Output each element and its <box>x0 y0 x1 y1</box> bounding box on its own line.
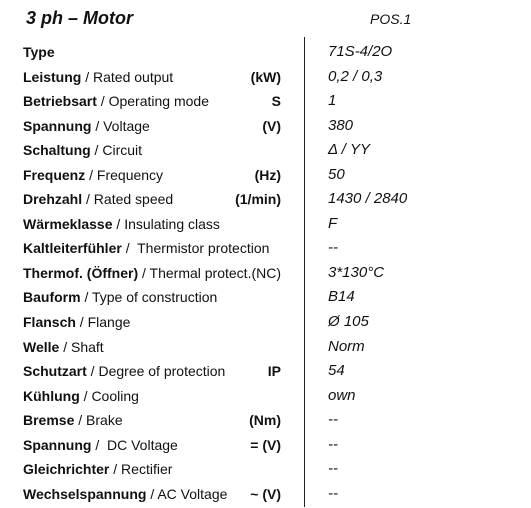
label-separator: / <box>90 142 103 159</box>
label-separator: / <box>121 240 138 257</box>
spec-unit: (Hz) <box>254 166 281 183</box>
spec-value: Norm <box>328 337 365 355</box>
spec-label <box>23 191 173 207</box>
label-separator: / <box>91 436 107 453</box>
label-english: DC Voltage <box>107 436 178 453</box>
spec-label <box>23 167 163 183</box>
label-english: Thermistor protection <box>137 240 270 257</box>
spec-row <box>0 187 531 212</box>
spec-label <box>23 363 225 379</box>
spec-value: 3*130°C <box>328 263 385 281</box>
spec-value: 1430 / 2840 <box>328 190 408 208</box>
spec-row <box>0 212 531 237</box>
label-german: Bauform <box>23 289 81 306</box>
label-english: AC Voltage <box>157 485 228 502</box>
label-german: Frequenz <box>23 166 86 183</box>
label-separator: / <box>85 166 97 183</box>
label-english: Degree of protection <box>98 363 226 380</box>
label-separator: / <box>80 289 92 306</box>
spec-value: 0,2 / 0,3 <box>328 67 383 85</box>
spec-value: own <box>328 386 356 404</box>
spec-unit: (Nm) <box>249 412 281 429</box>
label-english: Insulating class <box>124 215 220 232</box>
label-english: Frequency <box>96 166 164 183</box>
label-separator: / <box>96 93 109 110</box>
label-separator: / <box>146 485 158 502</box>
label-english: Shaft <box>70 338 104 355</box>
spec-row <box>0 138 531 163</box>
label-english: Type of construction <box>91 289 218 306</box>
spec-value: -- <box>328 411 338 429</box>
spec-row <box>0 335 531 360</box>
label-separator: / <box>138 264 150 281</box>
spec-value: -- <box>328 239 338 257</box>
spec-label <box>23 461 172 477</box>
label-german: Schutzart <box>23 363 87 380</box>
spec-row <box>0 114 531 139</box>
spec-label <box>23 93 209 109</box>
label-separator: / <box>109 461 122 478</box>
spec-row <box>0 261 531 286</box>
spec-value: F <box>328 214 338 232</box>
label-english: Flange <box>87 314 131 331</box>
label-english: Cooling <box>91 387 139 404</box>
label-separator: / <box>74 412 87 429</box>
label-german: Schaltung <box>23 142 91 159</box>
spec-label <box>23 265 281 281</box>
spec-label <box>23 289 217 305</box>
label-english: Rated speed <box>93 191 174 208</box>
spec-row <box>0 384 531 409</box>
label-english: Rectifier <box>121 461 173 478</box>
label-german: Kaltleiterfühler <box>23 240 122 257</box>
spec-unit: IP <box>267 363 281 380</box>
label-separator: / <box>112 215 125 232</box>
page-title: 3 ph – Motor <box>26 8 133 28</box>
spec-label <box>23 412 123 428</box>
spec-label <box>23 437 178 453</box>
spec-row <box>0 89 531 114</box>
label-german: Wärmeklasse <box>23 215 113 232</box>
spec-row <box>0 408 531 433</box>
label-german: Spannung <box>23 117 92 134</box>
spec-row <box>0 285 531 310</box>
spec-value: B14 <box>328 288 355 306</box>
label-german: Bremse <box>23 412 75 429</box>
spec-label <box>23 216 220 232</box>
spec-value: 54 <box>328 362 345 380</box>
label-german: Type <box>23 44 55 60</box>
label-german: Spannung <box>23 436 92 453</box>
spec-unit: (V) <box>262 117 281 134</box>
label-german: Drehzahl <box>23 191 83 208</box>
spec-label <box>23 486 227 502</box>
spec-value: Ø 105 <box>328 313 369 331</box>
spec-unit: (1/min) <box>235 191 281 208</box>
spec-label <box>23 339 104 355</box>
spec-value: -- <box>328 484 338 502</box>
label-english: Circuit <box>102 142 143 159</box>
spec-value: Δ / YY <box>328 141 371 159</box>
label-english: Rated output <box>93 68 174 85</box>
spec-row <box>0 457 531 482</box>
label-separator: / <box>75 314 88 331</box>
spec-row <box>0 163 531 188</box>
label-german: Kühlung <box>23 387 80 404</box>
label-german: Welle <box>23 338 60 355</box>
label-german: Leistung <box>23 68 82 85</box>
label-separator: / <box>79 387 92 404</box>
label-separator: / <box>86 363 99 380</box>
spec-row <box>0 236 531 261</box>
spec-unit: ~ (V) <box>250 485 281 502</box>
label-german: Wechselspannung <box>23 485 147 502</box>
label-english: Voltage <box>103 117 150 134</box>
label-separator: / <box>82 191 94 208</box>
spec-unit: S <box>271 93 281 110</box>
spec-unit: (kW) <box>250 68 281 85</box>
spec-row <box>0 310 531 335</box>
position-label: POS.1 <box>370 11 412 27</box>
spec-label <box>23 314 130 330</box>
spec-row <box>0 65 531 90</box>
spec-row <box>0 433 531 458</box>
label-german: Gleichrichter <box>23 461 110 478</box>
spec-label <box>23 388 139 404</box>
spec-value: 380 <box>328 116 354 134</box>
label-separator: / <box>91 117 104 134</box>
spec-row <box>0 359 531 384</box>
spec-row <box>0 40 531 65</box>
label-german: Betriebsart <box>23 93 97 110</box>
spec-label <box>23 142 142 158</box>
spec-value: -- <box>328 460 338 478</box>
label-german: Thermof. (Öffner) <box>23 264 139 281</box>
spec-label <box>23 44 55 60</box>
label-english: Thermal protect.(NC) <box>149 264 281 281</box>
label-separator: / <box>81 68 94 85</box>
spec-value: -- <box>328 435 338 453</box>
spec-label <box>23 240 269 256</box>
spec-row <box>0 482 531 507</box>
spec-unit: = (V) <box>250 436 281 453</box>
spec-table <box>0 40 531 506</box>
spec-label <box>23 118 150 134</box>
spec-value: 50 <box>328 165 345 183</box>
spec-label <box>23 69 173 85</box>
label-german: Flansch <box>23 314 76 331</box>
label-english: Operating mode <box>108 93 209 110</box>
spec-value: 71S-4/2O <box>328 43 393 60</box>
label-english: Brake <box>86 412 123 429</box>
spec-value: 1 <box>328 92 337 110</box>
label-separator: / <box>59 338 71 355</box>
